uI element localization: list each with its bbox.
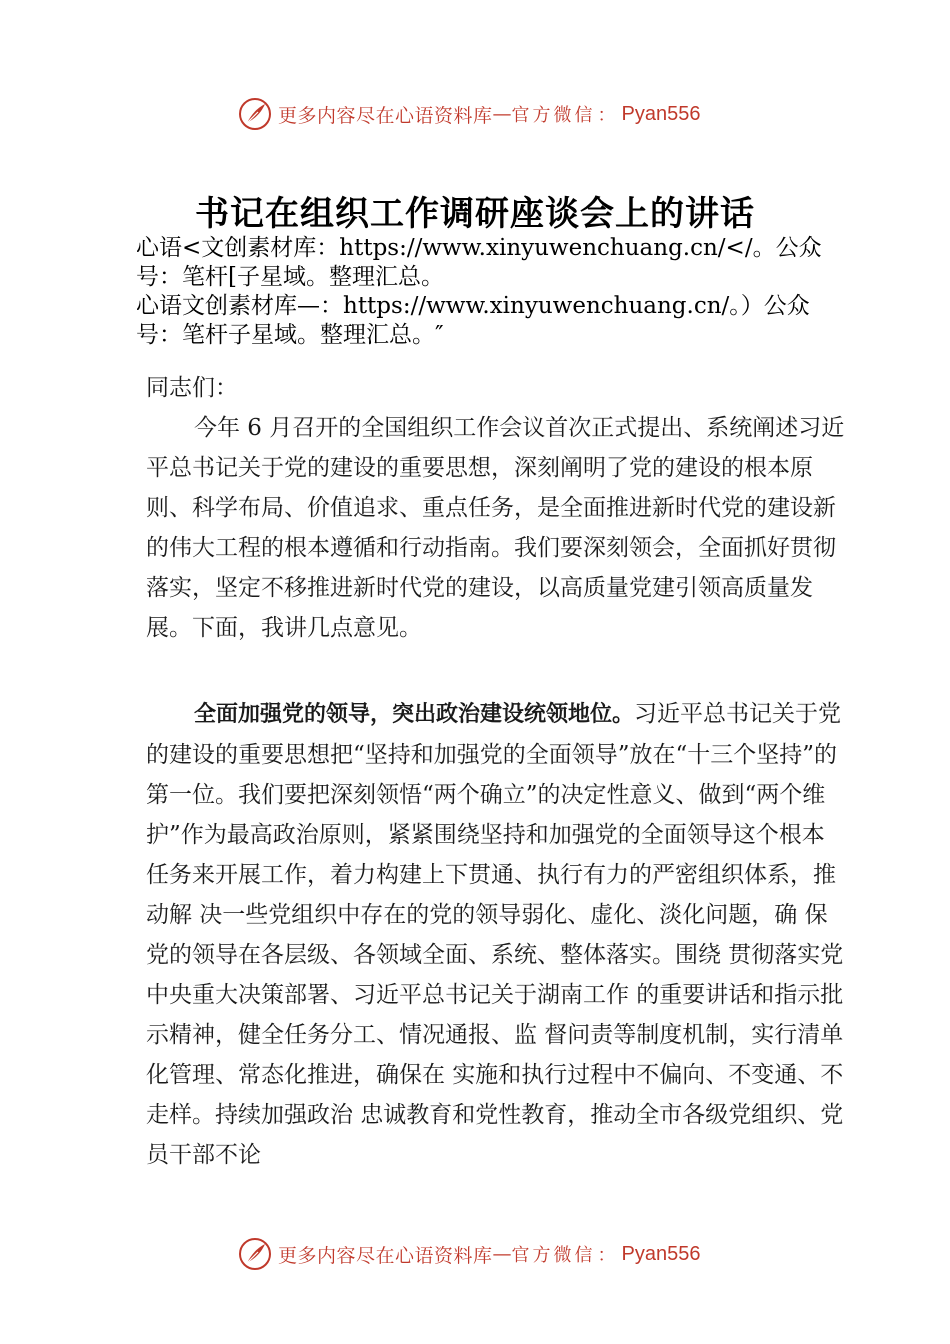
- banner-colon: ：: [597, 105, 616, 126]
- feather-logo-icon: [238, 97, 272, 131]
- banner-colon: ：: [597, 1245, 616, 1266]
- source-note-1: 心语<文创素材库：https://www.xinyuwenchuang.cn/</。公众号：笔杆[子星域。整理汇总。: [136, 235, 822, 290]
- feather-logo-icon: [238, 1237, 272, 1271]
- banner-wechat-label: 官方微信: [511, 1245, 596, 1266]
- banner-wechat-id: Pyan556: [621, 102, 701, 125]
- section-body: 习近平总书记关于党的建设的重要思想把“坚持和加强党的全面领导”放在“十三个坚持”的第一位。我们要把深刻领悟“两个确立”的决定性意义、做到“两个维护”作为最高政治原则，紧紧围绕坚持和加强党的全面领导这个根本任务来开展工作，着力构建上下贯通、执行有力的严密组织体系，推动解 决一些党组织中存在的党的领导弱化、虚化、淡化问题，确 保党的领导在各层级、各领域全面、系统、整体落实。围绕 贯彻落实党中央重大决策部署、习近平总书记关于湖南工作 的重要讲话和指示批示精神，健全任务分工、情况通报、监 督问责等制度机制，实行清单化管理、常态化推进，确保在 实施和执行过程中不偏向、不变通、不走样。持续加强政治 忠诚教育和党性教育，推动全市各级党组织、党员干部不论: [146, 701, 844, 1168]
- banner-separator: —: [492, 103, 512, 125]
- banner-slogan: 更多内容尽在心语资料库: [278, 104, 493, 127]
- paragraph-intro: 今年 6 月召开的全国组织工作会议首次正式提出、系统阐述习近平总书记关于党的建设的重要思想，深刻阐明了党的建设的根本原则、科学布局、价值追求、重点任务，是全面推进新时代党的建设新的伟大工程的根本遵循和行动指南。我们要深刻领会，全面抓好贯彻落实，坚定不移推进新时代党的建设，以高质量党建引领高质量发展。下面，我讲几点意见。: [146, 415, 845, 641]
- document-title: 书记在组织工作调研座谈会上的讲话: [195, 194, 755, 234]
- source-note-2: 心语文创素材库—：https://www.xinyuwenchuang.cn/。）公众号：笔杆子星域。整理汇总。″: [136, 293, 810, 348]
- header-banner: [238, 96, 728, 132]
- banner-slogan: 更多内容尽在心语资料库: [278, 1244, 493, 1267]
- footer-banner: [238, 1236, 728, 1272]
- paragraph-section-1: [146, 694, 846, 1175]
- banner-wechat-label: 官方微信: [511, 105, 596, 126]
- banner-separator: —: [492, 1243, 512, 1265]
- salutation: 同志们：: [146, 375, 238, 401]
- banner-wechat-id: Pyan556: [621, 1242, 701, 1265]
- section-heading: 全面加强党的领导，突出政治建设统领地位。: [194, 702, 635, 727]
